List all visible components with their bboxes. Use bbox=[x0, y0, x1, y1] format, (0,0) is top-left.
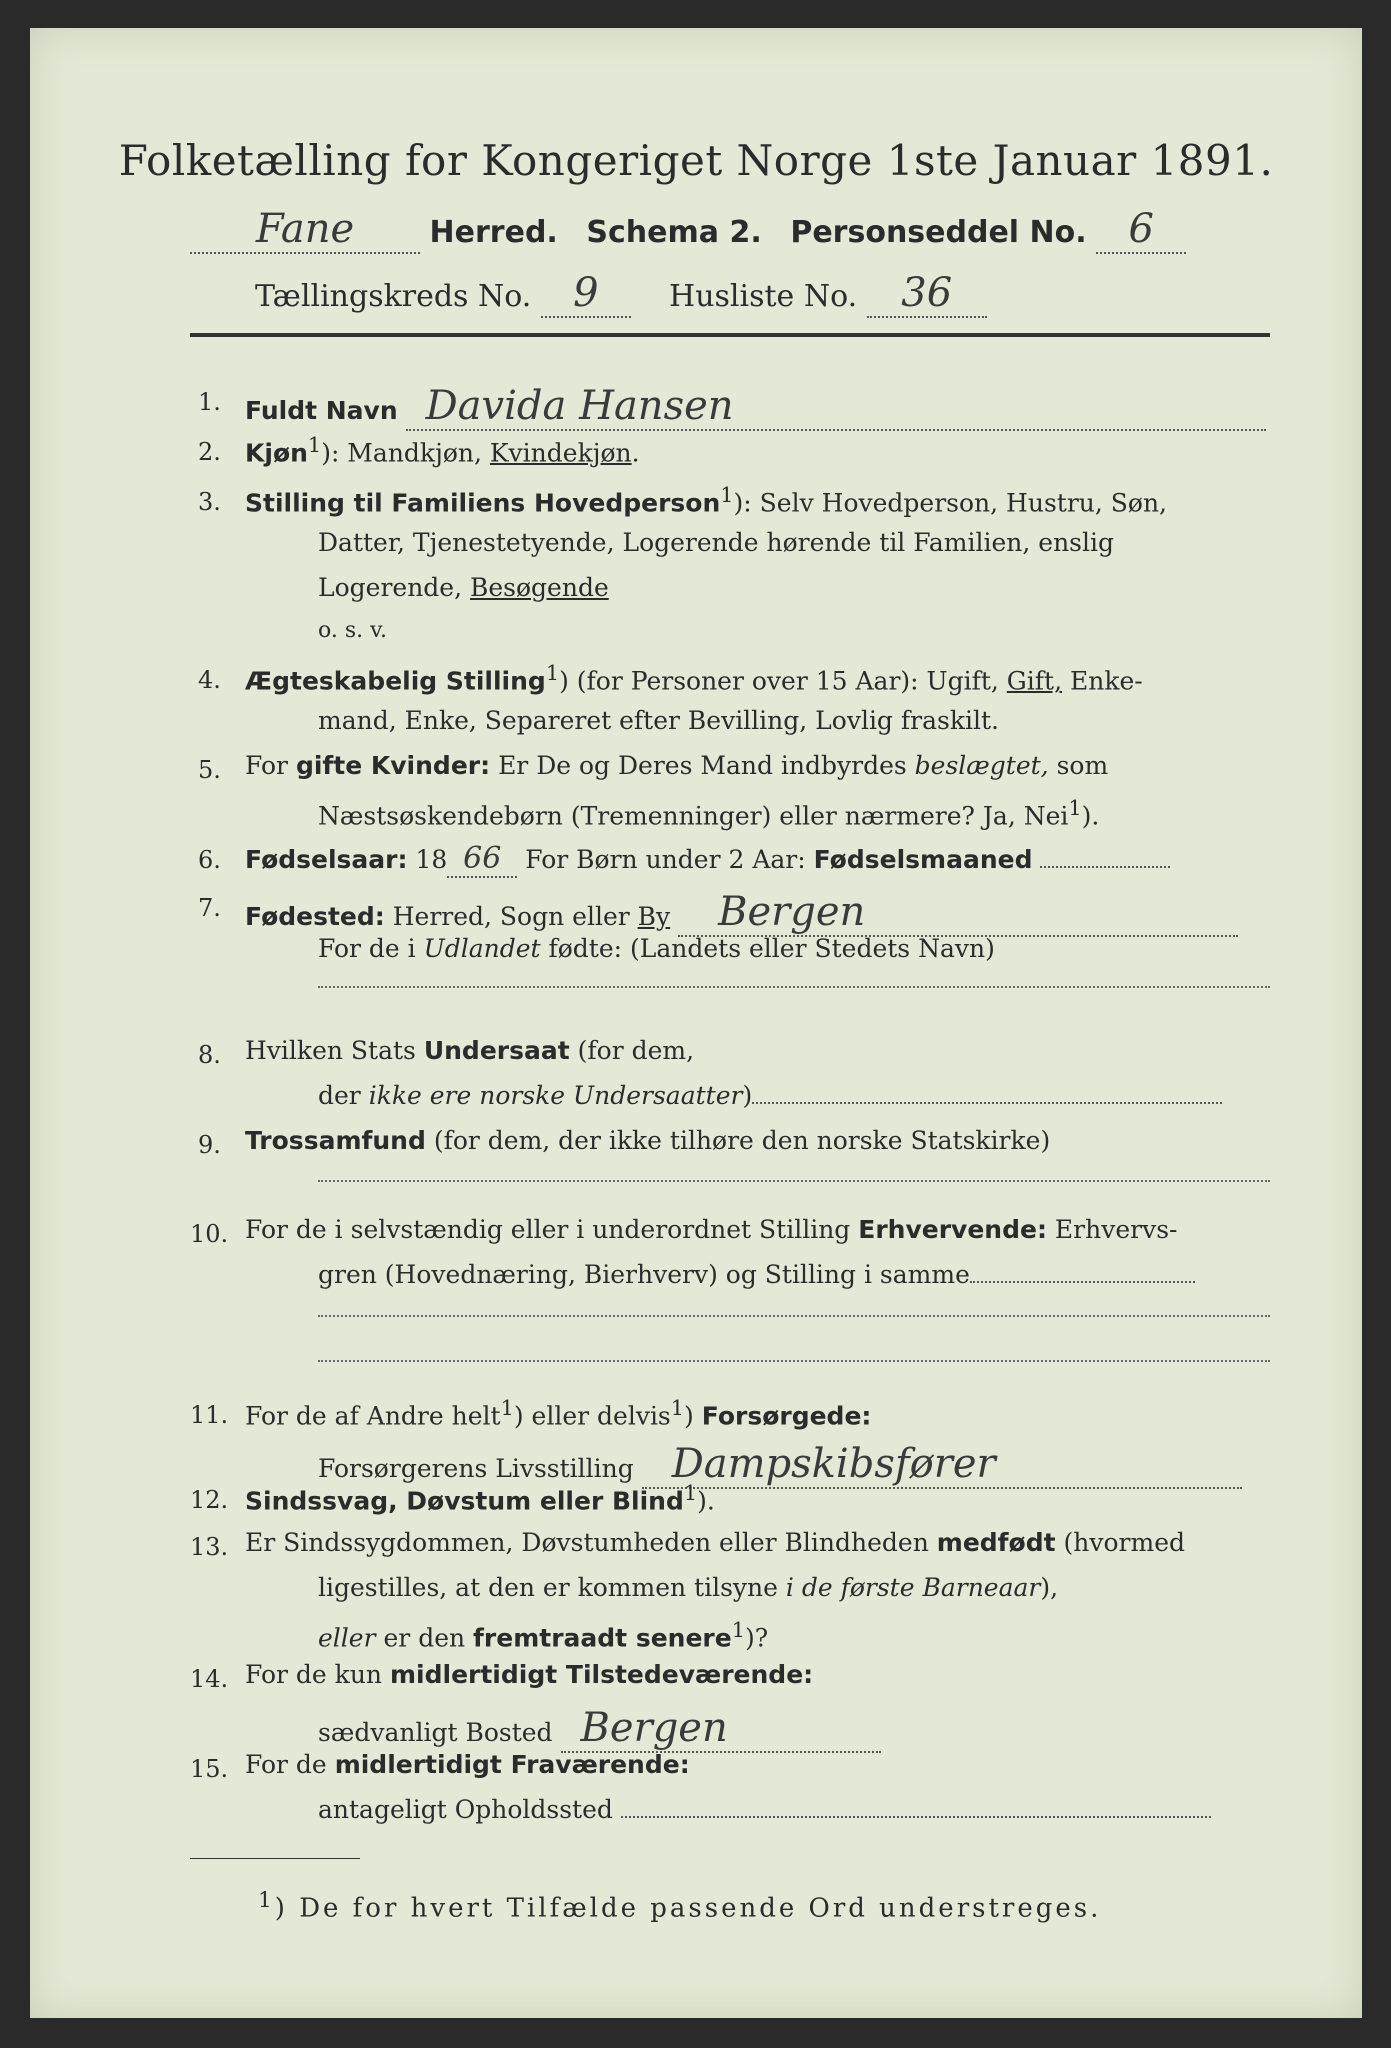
opholdssted-label: antageligt Opholdssted bbox=[318, 1795, 613, 1824]
item-4-number: 4. bbox=[198, 666, 221, 694]
medfodt-text-a: Er Sindssygdommen, Døvstumheden eller Blindheden bbox=[245, 1528, 929, 1557]
erhverv-blank bbox=[970, 1281, 1195, 1283]
medfodt-italic: i de første Barneaar bbox=[785, 1573, 1041, 1602]
item-10-blank-2 bbox=[318, 1360, 1270, 1362]
fodested-value: Bergen bbox=[678, 889, 1238, 937]
item-7-line2 bbox=[318, 934, 995, 963]
trossamfund-text: (for dem, der ikke tilhøre den norske Statskirke) bbox=[433, 1126, 1051, 1155]
schema-label: Schema 2. bbox=[586, 215, 762, 250]
item-3-number: 3. bbox=[198, 488, 221, 516]
item-3-line2: Datter, Tjenestetyende, Logerende hørende til Familien, enslig bbox=[318, 528, 1115, 557]
medfodt-text2b: ), bbox=[1040, 1573, 1059, 1602]
item-9-number: 9. bbox=[198, 1131, 221, 1159]
erhverv-text2: gren (Hovednæring, Bierhverv) og Stilling i samme bbox=[318, 1260, 970, 1289]
udland-text-a: For de i bbox=[318, 934, 416, 963]
fodested-selected: By bbox=[637, 902, 671, 931]
footnote bbox=[258, 1888, 1101, 1924]
fuldt-navn-value: Davida Hansen bbox=[406, 383, 1266, 431]
item-2-number: 2. bbox=[198, 438, 221, 466]
item-3-line1 bbox=[245, 483, 1167, 517]
livsstilling-label: Forsørgerens Livsstilling bbox=[318, 1454, 634, 1483]
item-11-number: 11. bbox=[190, 1401, 229, 1429]
medfodt-label: medfødt bbox=[936, 1528, 1056, 1557]
herred-line bbox=[190, 206, 1186, 254]
stilling-text1: ): Selv Hovedperson, Hustru, Søn, bbox=[733, 488, 1168, 518]
senere-sup: 1 bbox=[731, 1618, 745, 1642]
item-1-number: 1. bbox=[198, 388, 221, 416]
item-15-number: 15. bbox=[190, 1755, 229, 1783]
item-10-number: 10. bbox=[190, 1220, 229, 1248]
udland-italic: Udlandet bbox=[423, 934, 541, 963]
item-8-number: 8. bbox=[198, 1041, 221, 1069]
fodselsmaaned-blank bbox=[1040, 866, 1170, 868]
fodested-text: Herred, Sogn eller bbox=[392, 902, 630, 931]
undersaat-text2a: der bbox=[318, 1081, 361, 1110]
item-5-line2 bbox=[318, 796, 1099, 830]
medfodt-text2a: ligestilles, at den er kommen tilsyne bbox=[318, 1573, 778, 1602]
item-12-number: 12. bbox=[190, 1486, 229, 1514]
livsstilling-value: Dampskibsfører bbox=[642, 1441, 1242, 1489]
sindssvag-end: ). bbox=[697, 1486, 715, 1516]
aegteskab-selected: Gift, bbox=[1006, 666, 1063, 696]
item-5-line1 bbox=[245, 751, 1108, 780]
gifte-label: gifte Kvinder: bbox=[295, 751, 491, 780]
item-13-line2 bbox=[318, 1573, 1058, 1602]
footnote-text: ) De for hvert Tilfælde passende Ord understreges. bbox=[274, 1893, 1102, 1924]
aegteskab-sup: 1 bbox=[545, 661, 560, 685]
medfodt-italic2: eller bbox=[318, 1623, 376, 1653]
header-rule bbox=[190, 333, 1270, 337]
forsorgede-text1: For de af Andre helt bbox=[245, 1401, 501, 1431]
item-10-blank-1 bbox=[318, 1315, 1270, 1317]
item-8-line2: der ikke ere norske Undersaatter) bbox=[318, 1081, 1222, 1110]
item-6 bbox=[245, 841, 1170, 878]
item-14-number: 14. bbox=[190, 1665, 229, 1693]
herred-label: Herred. bbox=[429, 215, 558, 250]
fravaer-label: midlertidigt Fraværende: bbox=[334, 1750, 690, 1779]
form-title: Folketælling for Kongeriget Norge 1ste Januar 1891. bbox=[118, 136, 1274, 185]
kjon-sup: 1 bbox=[307, 433, 322, 457]
fodselsaar-text: For Børn under 2 Aar: bbox=[525, 845, 806, 874]
erhverv-label: Erhvervende: bbox=[858, 1215, 1047, 1244]
opholdssted-blank bbox=[621, 1816, 1211, 1818]
gifte-italic: beslægtet, bbox=[914, 751, 1049, 780]
item-13-line3 bbox=[318, 1618, 768, 1652]
sindssvag-label: Sindssvag, Døvstum eller Blind bbox=[245, 1486, 684, 1516]
bosted-label: sædvanligt Bosted bbox=[318, 1718, 553, 1747]
footnote-sup: 1 bbox=[258, 1888, 275, 1913]
stilling-label: Stilling til Familiens Hovedperson bbox=[245, 488, 721, 518]
item-6-number: 6. bbox=[198, 846, 221, 874]
gifte-text2: Næstsøskendebørn (Tremenninger) eller nærmere? Ja, Nei bbox=[318, 801, 1069, 831]
undersaat-italic: ikke ere norske Undersaatter bbox=[368, 1081, 743, 1110]
item-10-line1 bbox=[245, 1215, 1177, 1244]
erhverv-text-b: Erhvervs- bbox=[1054, 1215, 1178, 1244]
forsorgede-sup2: 1 bbox=[670, 1396, 685, 1420]
item-10-line2 bbox=[318, 1260, 1195, 1289]
stilling-sup: 1 bbox=[720, 483, 734, 507]
kjon-text: ): Mandkjøn, bbox=[321, 438, 482, 468]
kreds-value: 9 bbox=[541, 270, 631, 318]
item-13-number: 13. bbox=[190, 1533, 229, 1561]
undersaat-label: Undersaat bbox=[423, 1036, 570, 1065]
forsorgede-label: Forsørgede: bbox=[701, 1401, 872, 1431]
item-14-line1 bbox=[245, 1660, 813, 1689]
item-7-line1 bbox=[245, 889, 1238, 937]
aegteskab-label: Ægteskabelig Stilling bbox=[245, 666, 546, 696]
item-9 bbox=[245, 1126, 1050, 1155]
forsorgede-sup1: 1 bbox=[500, 1396, 514, 1420]
erhverv-text-a: For de i selvstændig eller i underordnet Stilling bbox=[245, 1215, 851, 1244]
stilling-text3: Logerende, bbox=[318, 573, 463, 602]
medfodt-text-b: (hvormed bbox=[1063, 1528, 1186, 1557]
item-4-line1 bbox=[245, 661, 1143, 695]
footnote-rule bbox=[190, 1858, 360, 1859]
item-1 bbox=[245, 383, 1266, 431]
udland-text-b: fødte: (Landets eller Stedets Navn) bbox=[548, 934, 995, 963]
tilstede-text1: For de kun bbox=[245, 1660, 383, 1689]
item-15-line1 bbox=[245, 1750, 690, 1779]
item-9-blank bbox=[318, 1180, 1270, 1182]
undersaat-blank bbox=[752, 1102, 1222, 1104]
kreds-line bbox=[255, 270, 987, 318]
fravaer-text1: For de bbox=[245, 1750, 327, 1779]
item-2: Kjøn$^1$): Mandkjøn, Kvindekjøn. bbox=[245, 433, 640, 468]
item-14-line2 bbox=[318, 1705, 881, 1753]
personseddel-label: Personseddel No. bbox=[790, 215, 1087, 250]
item-11-line1 bbox=[245, 1396, 871, 1430]
aegteskab-text1b: Enke- bbox=[1069, 666, 1143, 696]
forsorgede-text1c: ) bbox=[684, 1401, 694, 1431]
item-7-blank bbox=[318, 986, 1270, 988]
gifte-text1b: som bbox=[1056, 751, 1109, 780]
kjon-selected: Kvindekjøn bbox=[489, 438, 632, 468]
item-4-line2: mand, Enke, Separeret efter Bevilling, Lovlig fraskilt. bbox=[318, 706, 999, 735]
husliste-value: 36 bbox=[867, 270, 987, 318]
bosted-value: Bergen bbox=[561, 1705, 881, 1753]
stilling-selected: Besøgende bbox=[470, 573, 609, 602]
husliste-label: Husliste No. bbox=[669, 279, 858, 314]
senere-label: fremtraadt senere bbox=[473, 1623, 732, 1653]
herred-value: Fane bbox=[190, 206, 420, 254]
sindssvag-sup: 1 bbox=[683, 1481, 698, 1505]
gifte-pre: For bbox=[245, 751, 288, 780]
undersaat-text-b: (for dem, bbox=[577, 1036, 695, 1065]
fuldt-navn-label: Fuldt Navn bbox=[245, 396, 398, 425]
fodselsaar-value: 66 bbox=[447, 841, 517, 878]
aegteskab-text1: ) (for Personer over 15 Aar): Ugift, bbox=[559, 666, 999, 696]
fodselsaar-prefix: 18 bbox=[415, 845, 448, 874]
kreds-label: Tællingskreds No. bbox=[255, 279, 532, 314]
gifte-text1: Er De og Deres Mand indbyrdes bbox=[498, 751, 907, 780]
census-form bbox=[30, 28, 1362, 2018]
item-3-line4: o. s. v. bbox=[318, 618, 387, 643]
fodselsmaaned-label: Fødselsmaaned bbox=[813, 845, 1033, 874]
tilstede-label: midlertidigt Tilstedeværende: bbox=[389, 1660, 814, 1689]
undersaat-text-a: Hvilken Stats bbox=[245, 1036, 416, 1065]
gifte-sup: 1 bbox=[1068, 796, 1082, 820]
item-3-line3 bbox=[318, 573, 609, 602]
item-15-line2 bbox=[318, 1795, 1211, 1824]
item-5-number: 5. bbox=[198, 756, 221, 784]
item-8-line1 bbox=[245, 1036, 694, 1065]
item-7-number: 7. bbox=[198, 894, 221, 922]
fodselsaar-label: Fødselsaar: bbox=[245, 845, 408, 874]
gifte-end: ). bbox=[1081, 801, 1100, 831]
senere-end: )? bbox=[744, 1623, 769, 1653]
item-13-line1 bbox=[245, 1528, 1185, 1557]
medfodt-text3a: er den bbox=[383, 1623, 466, 1653]
kjon-label: Kjøn bbox=[245, 438, 308, 468]
personseddel-value: 6 bbox=[1096, 206, 1186, 254]
fodested-label: Fødested: bbox=[245, 902, 385, 931]
forsorgede-text1b: ) eller delvis bbox=[513, 1401, 671, 1431]
trossamfund-label: Trossamfund bbox=[245, 1126, 426, 1155]
item-12 bbox=[245, 1481, 715, 1515]
